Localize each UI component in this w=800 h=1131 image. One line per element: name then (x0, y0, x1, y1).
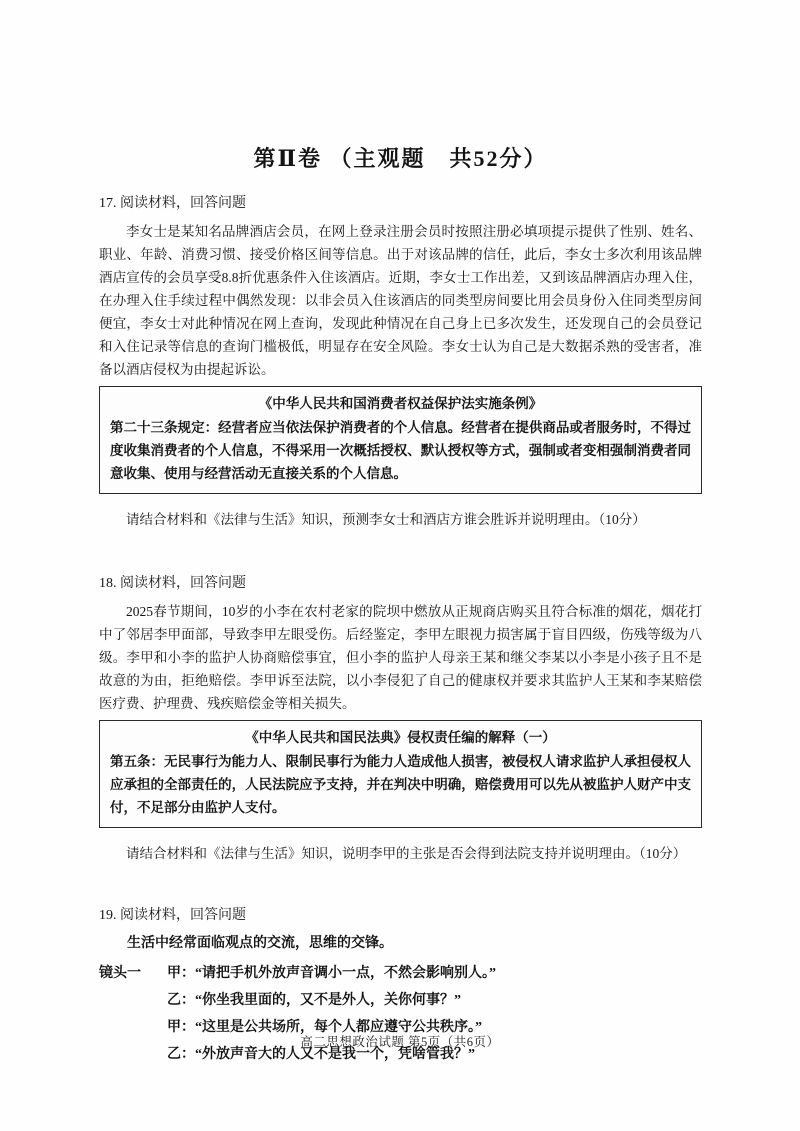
law-box-17-body: 第二十三条规定：经营者应当依法保护消费者的个人信息。经营者在提供商品或者服务时，不得过度收集消费者的个人信息，不得采用一次概括授权、默认授权等方式，强制或者变相强制消费者同意收集、使用与经营活动无直接关系的个人信息。 (110, 420, 691, 481)
scene-label: 镜头一 (99, 966, 141, 981)
law-box-17-title: 《中华人民共和国消费者权益保护法实施条例》 (258, 396, 543, 411)
law-excerpt-box-18 (99, 720, 702, 828)
dialogue-line: 甲：“这里是公共场所，每个人都应遵守公共秩序。” (167, 1020, 482, 1035)
dialogue-line: 乙：“外放声音大的人又不是我一个，凭啥管我？” (167, 1047, 475, 1062)
law-box-18-title: 《中华人民共和国民法典》侵权责任编的解释（一） (245, 730, 556, 745)
question-18-task: 请结合材料和《法律与生活》知识，说明李甲的主张是否会得到法院支持并说明理由。（10分） (126, 846, 687, 861)
dialogue-line-text: 甲：“请把手机外放声音调小一点，不然会影响别人。” (167, 966, 496, 981)
question-17 (99, 193, 702, 531)
question-17-heading: 17. 阅读材料，回答问题 (99, 196, 246, 211)
page-footer: 高二思想政治试题 第5页（共6页） (300, 1035, 500, 1049)
question-18-heading: 18. 阅读材料，回答问题 (99, 576, 246, 591)
question-17-material: 李女士是某知名品牌酒店会员，在网上登录注册会员时按照注册必填项提示提供了性别、姓名、职业、年龄、消费习惯、接受价格区间等信息。出于对该品牌的信任，此后，李女士多次利用该品牌酒店宣传的会员享受8.8折优惠条件入住该酒店。近期，李女士工作出差，又到该品牌酒店办理入住，在办理入住手续过程中偶然发现：以非会员入住该酒店的同类型房间要比用会员身份入住同类型房间便宜，李女士对此种情况在网上查询，发现此种情况在自己身上已多次发生，还发现自己的会员登记和入住记录等信息的查询门槛极低，明显存在安全风险。李女士认为自己是大数据杀熟的受害者，准备以酒店侵权为由提起诉讼。 (99, 224, 702, 377)
dialogue-line: 乙：“你坐我里面的，又不是外人，关你何事？” (167, 993, 461, 1008)
page-content (99, 142, 702, 1068)
question-19-intro: 生活中经常面临观点的交流，思维的交锋。 (127, 936, 393, 951)
page-title: 第Ⅱ卷 （主观题 共52分） (253, 146, 548, 171)
dialogue-line (99, 960, 702, 987)
question-17-task: 请结合材料和《法律与生活》知识，预测李女士和酒店方谁会胜诉并说明理由。（10分） (126, 512, 646, 527)
law-excerpt-box-17 (99, 386, 702, 494)
law-box-18-body: 第五条：无民事行为能力人、限制民事行为能力人造成他人损害，被侵权人请求监护人承担侵权人应承担的全部责任的，人民法院应予支持，并在判决中明确，赔偿费用可以先从被监护人财产中支付，不足部分由监护人支付。 (110, 754, 691, 815)
question-19-heading: 19. 阅读材料，回答问题 (99, 908, 246, 923)
dialogue-scene-one (99, 960, 702, 1068)
question-18 (99, 573, 702, 865)
question-18-material: 2025春节期间，10岁的小李在农村老家的院坝中燃放从正规商店购买且符合标准的烟花，烟花打中了邻居李甲面部，导致李甲左眼受伤。后经鉴定，李甲左眼视力损害属于盲目四级，伤残等级为八级。李甲和小李的监护人协商赔偿事宜，但小李的监护人母亲王某和继父李某以小李是小孩子且不是故意的为由，拒绝赔偿。李甲诉至法院，以小李侵犯了自己的健康权并要求其监护人王某和李某赔偿医疗费、护理费、残疾赔偿金等相关损失。 (99, 604, 702, 711)
